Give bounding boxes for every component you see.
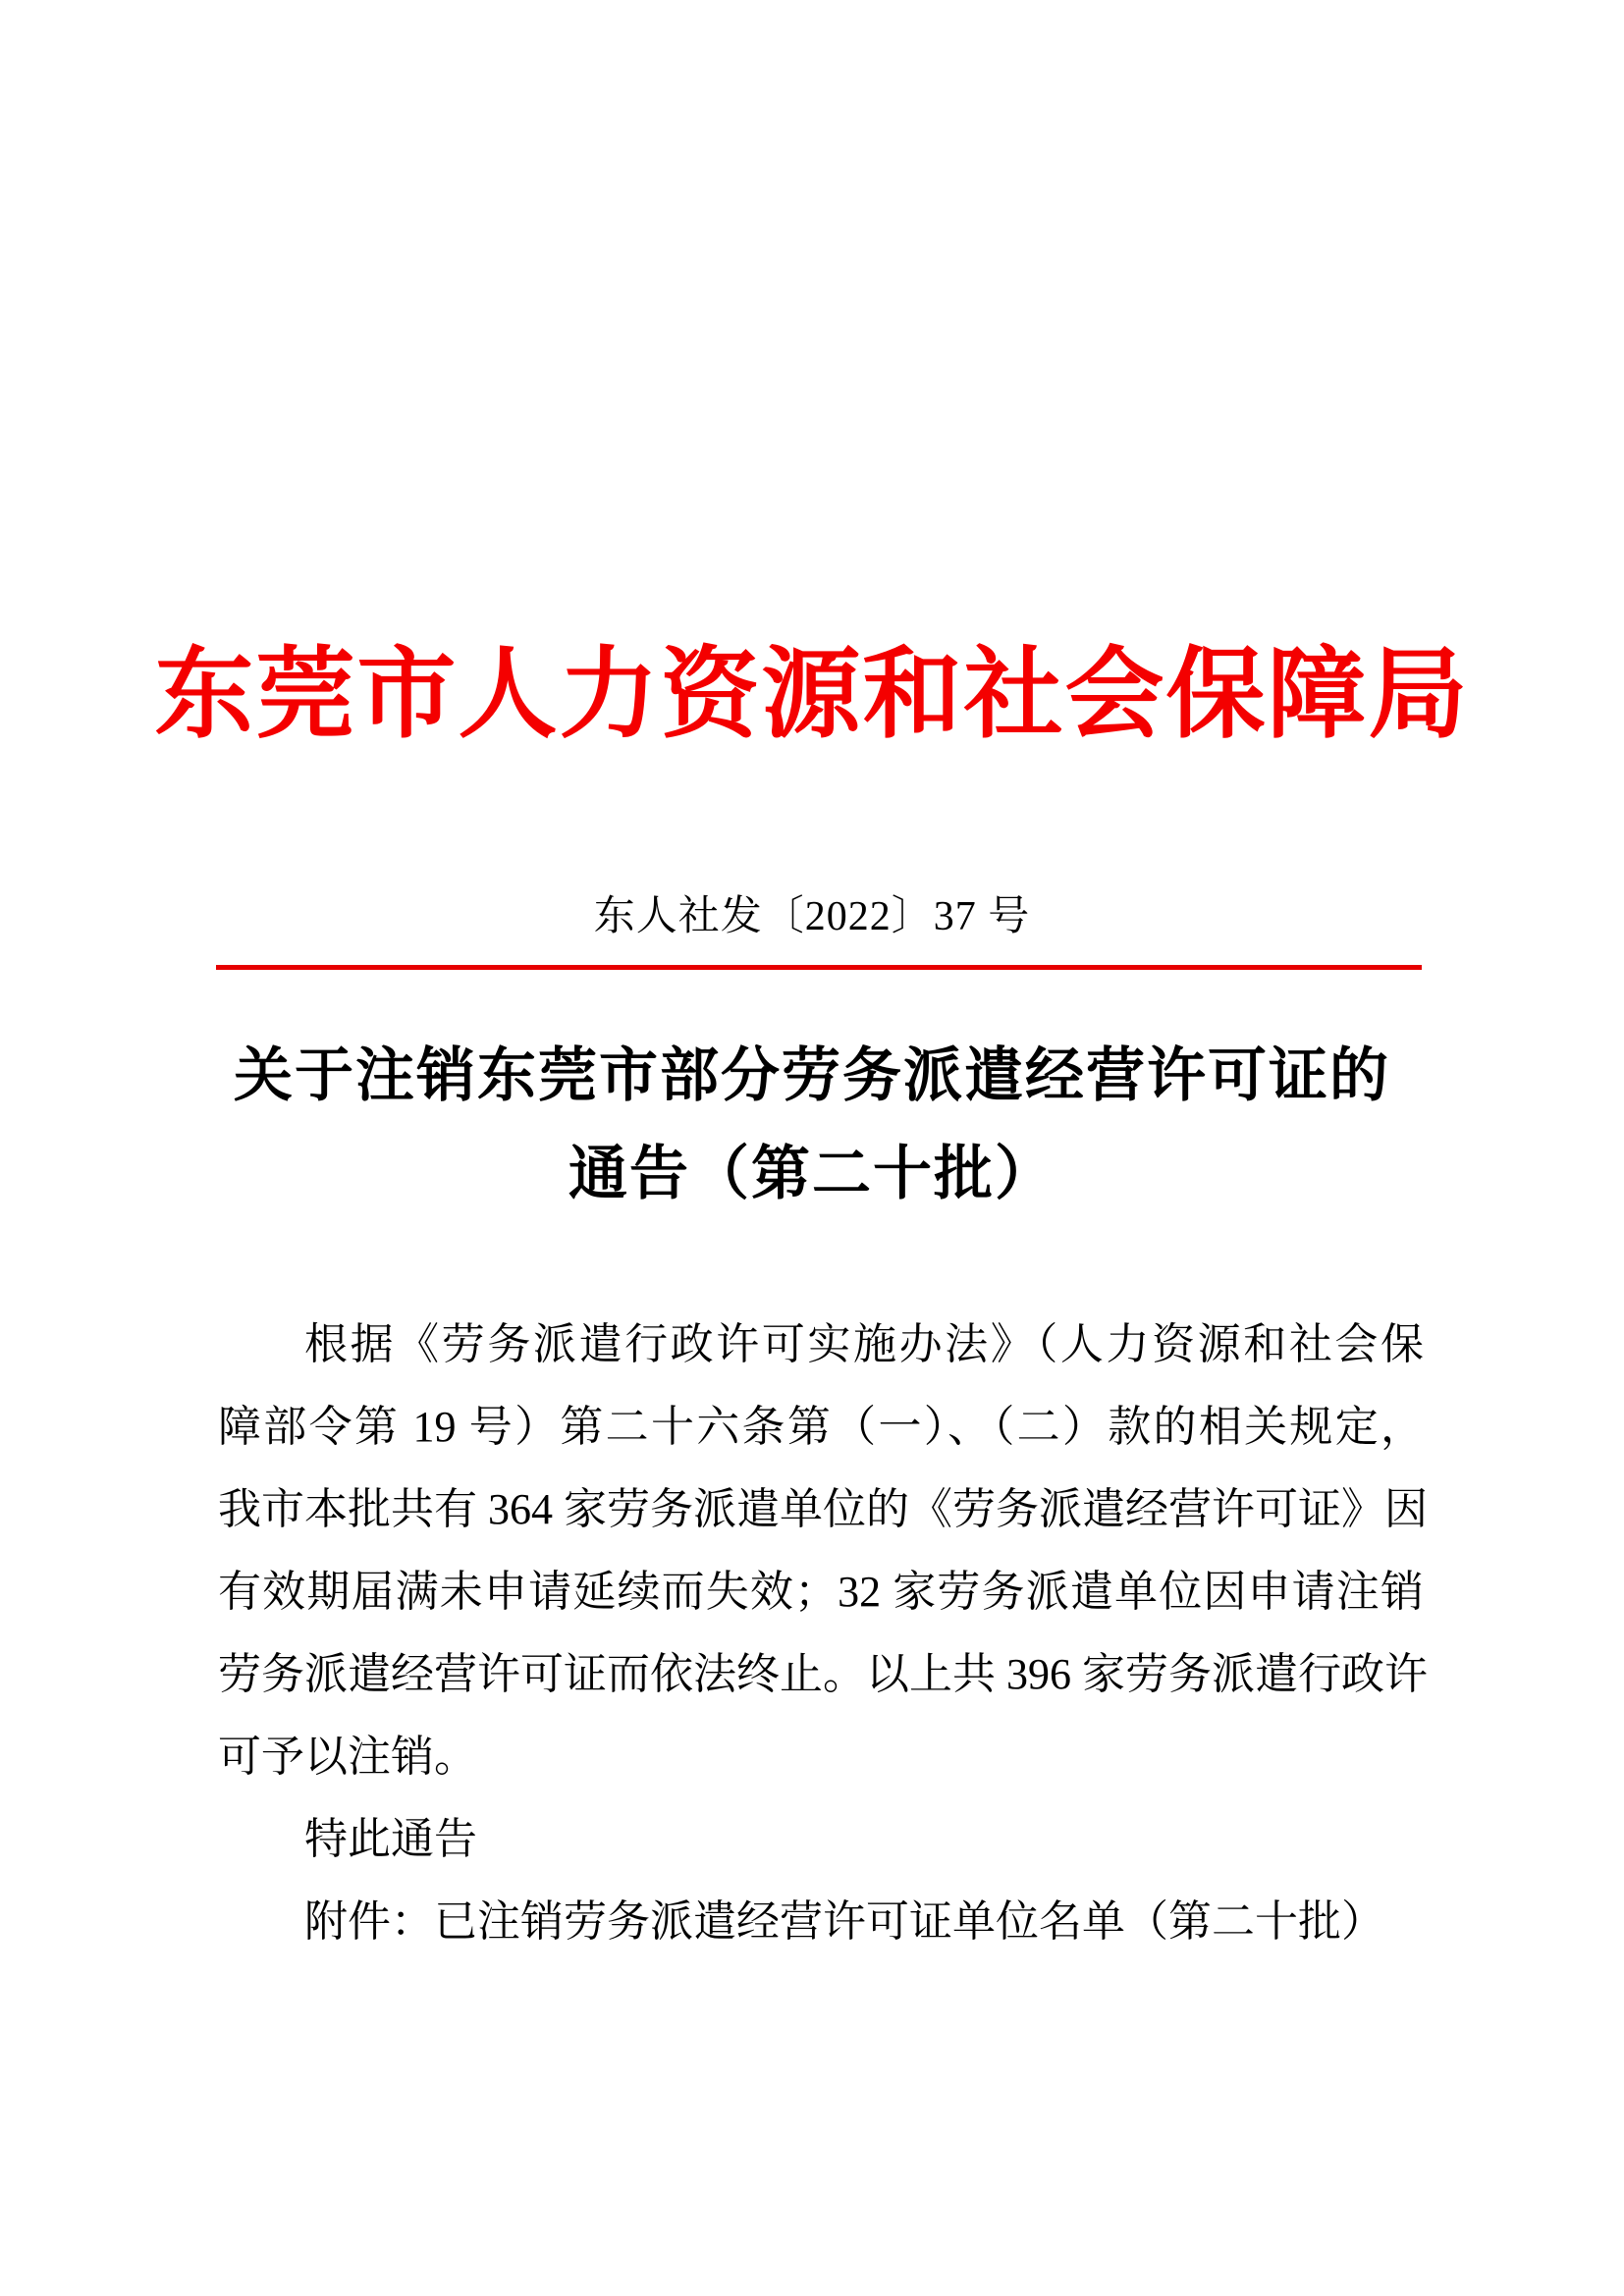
body-paragraph-line: 我市本批共有 364 家劳务派遣单位的《劳务派遣经营许可证》因	[218, 1485, 1428, 1533]
closing-line: 特此通告	[304, 1815, 477, 1863]
agency-name-header: 东莞市人力资源和社会保障局	[154, 640, 1470, 750]
notice-title-line-1: 关于注销东莞市部分劳务派遣经营许可证的	[234, 1043, 1390, 1108]
notice-title	[0, 1027, 1624, 1223]
body-paragraph-line: 障部令第 19 号）第二十六条第（一）、（二）款的相关规定，	[218, 1403, 1424, 1451]
notice-title-line-2: 通告（第二十批）	[568, 1142, 1056, 1206]
notice-body	[218, 1304, 1428, 1963]
body-paragraph-line: 根据《劳务派遣行政许可实施办法》（人力资源和社会保	[304, 1320, 1424, 1368]
body-paragraph-line: 有效期届满未申请延续而失效；32 家劳务派遣单位因申请注销	[218, 1568, 1424, 1616]
attachment-line: 附件：已注销劳务派遣经营许可证单位名单（第二十批）	[304, 1897, 1384, 1946]
red-separator-line	[216, 965, 1422, 970]
body-paragraph-line: 劳务派遣经营许可证而依法终止。以上共 396 家劳务派遣行政许	[218, 1650, 1428, 1698]
document-number: 东人社发〔2022〕37 号	[593, 894, 1031, 939]
body-paragraph-line: 可予以注销。	[218, 1733, 477, 1781]
